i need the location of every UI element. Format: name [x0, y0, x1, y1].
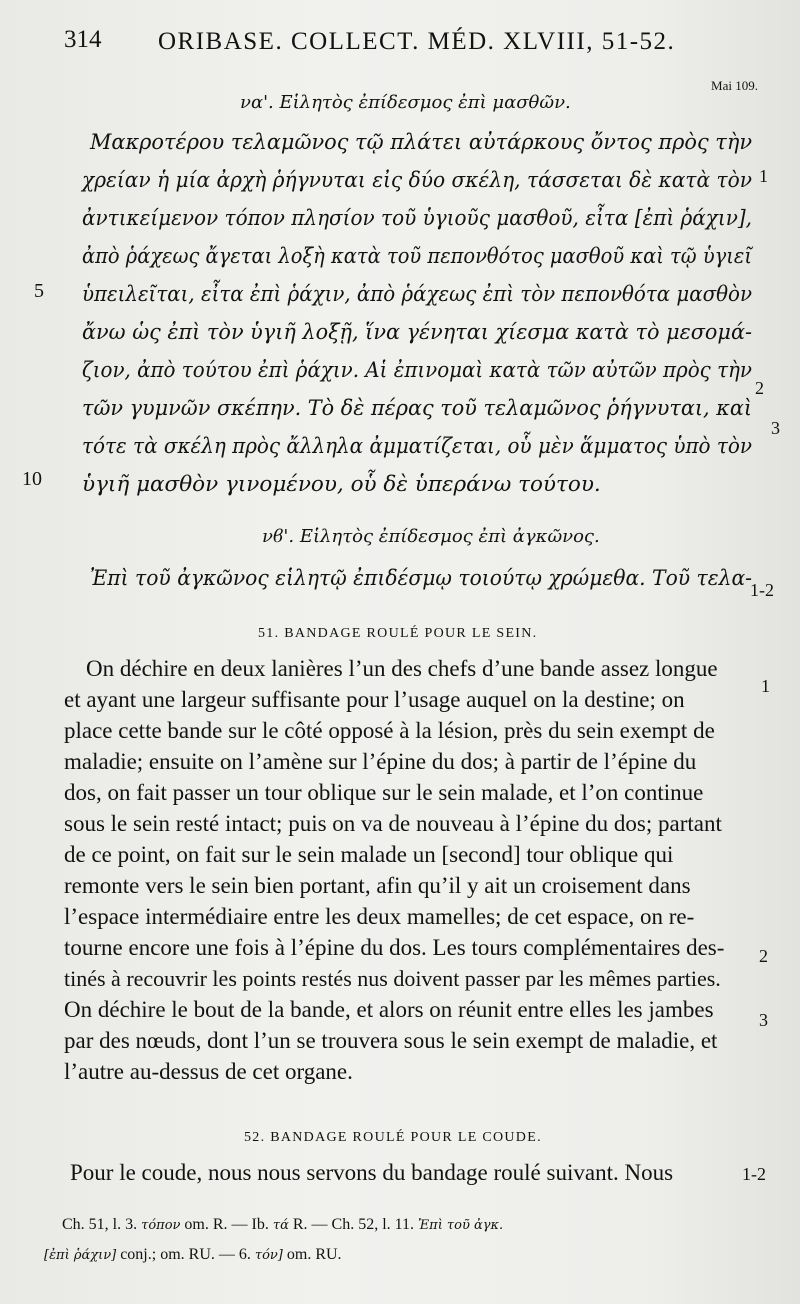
greek-line-7: ζιον, ἀπὸ τούτου ἐπὶ ῥάχιν. Αἱ ἐπινομαὶ κατὰ τῶν αὐτῶν πρὸς τὴν: [82, 358, 752, 383]
french-section-52-heading: 52. BANDAGE ROULÉ POUR LE COUDE.: [244, 1130, 542, 1145]
greek-section-51-heading: να'. Εἱλητὸς ἐπίδεσμος ἐπὶ μασθῶν.: [240, 92, 571, 113]
french-side-number-3: 3: [759, 1010, 768, 1030]
page-number: 314: [64, 26, 102, 53]
note-text: R. — Ch. 52, l. 11.: [292, 1216, 415, 1233]
french-side-number-2: 2: [759, 946, 768, 966]
note-greek-word: τόν]: [254, 1248, 283, 1263]
french-line-3: place cette bande sur le côté opposé à la lésion, près du sein exempt de: [64, 718, 715, 743]
running-head: ORIBASE. COLLECT. MÉD. XLVIII, 51-52.: [158, 28, 676, 55]
greek-section-52-line: Ἐπὶ τοῦ ἀγκῶνος εἱλητῷ ἐπιδέσμῳ τοιούτῳ χρώμεθα. Τοῦ τελα-: [90, 566, 753, 591]
french-section-52-side-number: 1-2: [742, 1164, 766, 1184]
french-line-5: dos, on fait passer un tour oblique sur le sein malade, et l’on continue: [64, 780, 704, 805]
note-ref-ch51: Ch. 51, l. 3.: [62, 1216, 138, 1233]
note-greek-word: [ἐπὶ ῥάχιν]: [44, 1248, 117, 1263]
french-line-1: On déchire en deux lanières l’un des chefs d’une bande assez longue: [86, 656, 718, 681]
greek-line-6: ἄνω ὡς ἐπὶ τὸν ὑγιῆ λοξῇ, ἵνα γένηται χίεσμα κατὰ τὸ μεσομά-: [82, 320, 752, 345]
line-number-5: 5: [34, 280, 44, 302]
greek-side-number-1: 1: [759, 166, 768, 186]
note-text: om. RU.: [286, 1246, 342, 1263]
note-text: conj.; om. RU. — 6.: [120, 1246, 251, 1263]
french-line-12: On déchire le bout de la bande, et alors on réunit entre elles les jambes: [64, 997, 714, 1022]
french-line-2: et ayant une largeur suffisante pour l’usage auquel on la destine; on: [64, 687, 685, 712]
greek-line-4: ἀπὸ ῥάχεως ἄγεται λοξὴ κατὰ τοῦ πεπονθότος μασθοῦ καὶ τῷ ὑγιεῖ: [82, 244, 752, 269]
greek-section-52-side-number: 1-2: [750, 580, 774, 600]
french-line-11: tinés à recouvrir les points restés nus doivent passer par les mêmes parties.: [64, 966, 721, 991]
french-line-9: l’espace intermédiaire entre les deux mamelles; de cet espace, on re-: [64, 904, 695, 929]
note-greek-word: τά: [272, 1218, 289, 1233]
note-greek-word: τόπον: [141, 1218, 181, 1233]
margin-reference: Mai 109.: [711, 78, 758, 93]
greek-side-number-2: 2: [755, 378, 764, 398]
french-section-51-heading: 51. BANDAGE ROULÉ POUR LE SEIN.: [258, 626, 538, 641]
french-side-number-1: 1: [761, 676, 770, 696]
note-greek-word: Ἐπὶ τοῦ ἀγκ.: [418, 1218, 504, 1233]
greek-line-10: ὑγιῆ μασθὸν γινομένου, οὗ δὲ ὑπεράνω τούτου.: [82, 472, 601, 497]
french-line-13: par des nœuds, dont l’un se trouvera sous le sein exempt de maladie, et: [64, 1028, 718, 1053]
greek-line-2: χρείαν ἡ μία ἀρχὴ ῥήγνυται εἰς δύο σκέλη, τάσσεται δὲ κατὰ τὸν: [82, 168, 752, 193]
greek-line-8: τῶν γυμνῶν σκέπην. Τὸ δὲ πέρας τοῦ τελαμῶνος ῥήγνυται, καὶ: [82, 396, 752, 421]
french-line-10: tourne encore une fois à l’épine du dos. Les tours complémentaires des-: [64, 935, 725, 960]
greek-line-9: τότε τὰ σκέλη πρὸς ἄλληλα ἀμματίζεται, οὗ μὲν ἅμματος ὑπὸ τὸν: [82, 434, 753, 459]
french-line-4: maladie; ensuite on l’amène sur l’épine du dos; à partir de l’épine du: [64, 749, 697, 774]
apparatus-note-line-2: [44, 1246, 342, 1264]
french-line-14: l’autre au-dessus de cet organe.: [64, 1059, 353, 1084]
french-line-8: remonte vers le sein bien portant, afin qu’il y ait un croisement dans: [64, 873, 691, 898]
apparatus-note-line-1: [62, 1216, 503, 1234]
french-line-7: de ce point, on fait sur le sein malade un [second] tour oblique qui: [64, 842, 674, 867]
french-line-6: sous le sein resté intact; puis on va de nouveau à l’épine du dos; partant: [64, 811, 722, 836]
french-section-52-line: Pour le coude, nous nous servons du bandage roulé suivant. Nous: [70, 1160, 674, 1185]
note-text: om. R. — Ib.: [184, 1216, 269, 1233]
greek-line-3: ἀντικείμενον τόπον πλησίον τοῦ ὑγιοῦς μασθοῦ, εἶτα [ἐπὶ ῥάχιν],: [82, 206, 752, 231]
greek-line-1: Μακροτέρου τελαμῶνος τῷ πλάτει αὐτάρκους ὄντος πρὸς τὴν: [90, 130, 753, 155]
greek-side-number-3: 3: [771, 418, 780, 438]
line-number-10: 10: [22, 468, 42, 490]
greek-section-52-heading: νϐ'. Εἱλητὸς ἐπίδεσμος ἐπὶ ἀγκῶνος.: [262, 526, 600, 547]
greek-line-5: ὑπειλεῖται, εἶτα ἐπὶ ῥάχιν, ἀπὸ ῥάχεως ἐπὶ τὸν πεπονθότα μασθὸν: [82, 282, 752, 307]
